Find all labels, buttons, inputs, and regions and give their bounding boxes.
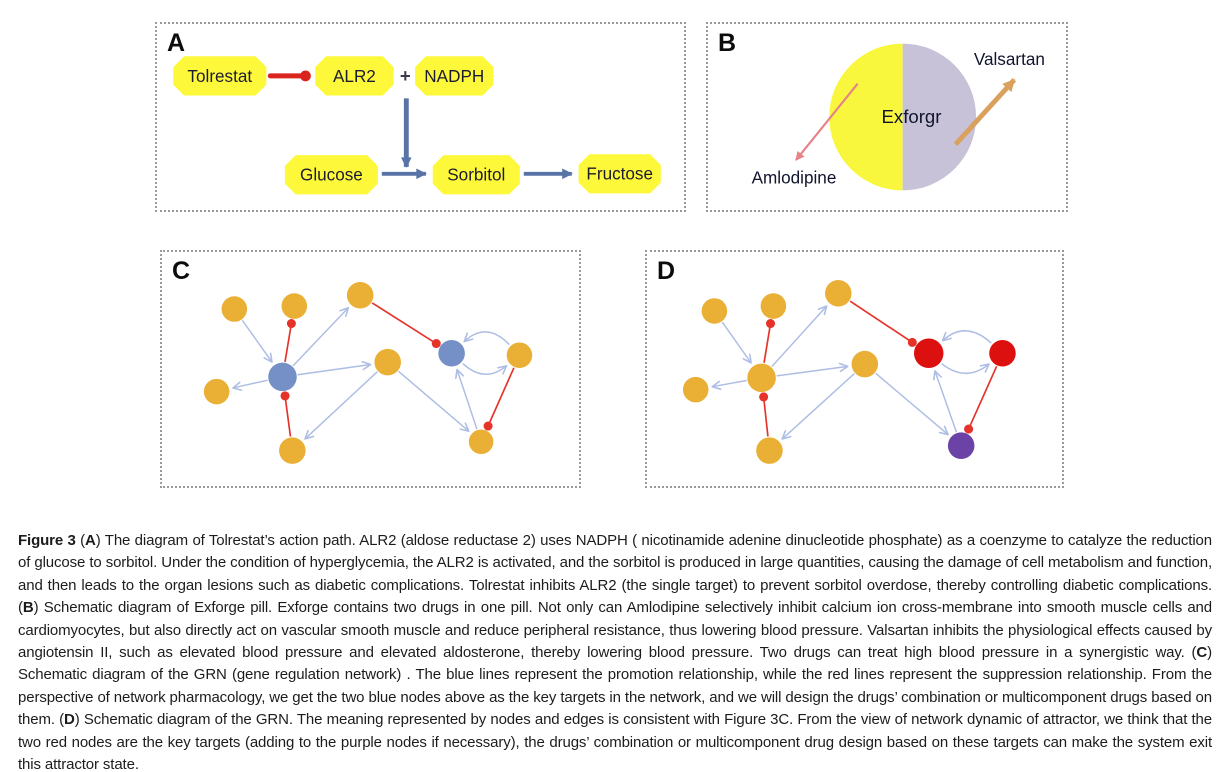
grn-edge-promote (305, 372, 377, 439)
grn-node-g10-purple (948, 432, 975, 459)
grn-edge-suppress (285, 324, 291, 362)
panel-c (160, 250, 581, 488)
grn-node-g3-orange (347, 282, 374, 309)
pathway-node-alr2-label: ALR2 (332, 65, 376, 86)
pathway-node-nadph-label: NADPH (424, 65, 485, 86)
grn-node-g1-orange (702, 298, 728, 324)
grn-node-g6-orange (374, 349, 401, 376)
suppression-dot (759, 392, 768, 401)
caption-segment: B (22, 599, 34, 617)
grn-edge-promote (463, 364, 507, 375)
suppression-dot (281, 391, 290, 400)
grn-edge-promote (712, 381, 746, 387)
panel-a (155, 22, 686, 212)
grn-attractor-diagram (647, 252, 1062, 486)
grn-node-hub-blue (268, 363, 297, 392)
panel-d-label: D (657, 257, 676, 285)
caption-segment: ) Schematic diagram of the GRN (gene regulation network) . The blue lines represent the promotion relationship, while the red lines represent the suppression relationship. From the perspective of network pharmacology, we get the two blue nodes above as the key targets in the network, and we will design the drugs’ combination or multicomponent drugs based on them. ( (18, 644, 1212, 729)
pathway-node-tolrestat-label: Tolrestat (187, 65, 253, 86)
grn-edge-suppress (969, 366, 997, 429)
caption-segment: ) Schematic diagram of the GRN. The meaning represented by nodes and edges is consistent with Figure 3C. From the view of network dynamic of attractor, we think that the two red nodes are the key targets (adding to the purple nodes if necessary), the drugs’ combination or multicomponent drug design based on these targets can make the system exit this attractor state. (18, 711, 1212, 772)
grn-node-hub-orange (747, 364, 776, 393)
grn-edge-promote (233, 380, 268, 388)
caption-segment: C (1196, 644, 1208, 662)
grn-edge-promote (782, 374, 854, 439)
grn-edge-promote (876, 373, 948, 434)
grn-node-g3-orange (825, 280, 852, 307)
grn-node-g8-blue (438, 340, 465, 367)
suppression-dot (287, 319, 296, 328)
inhibition-dot (300, 71, 311, 82)
caption-segment: D (64, 711, 75, 729)
figure-caption (18, 530, 1212, 772)
grn-edge-promote (298, 365, 371, 375)
suppression-dot (432, 339, 441, 348)
grn-edge-promote (942, 364, 989, 374)
grn-edge-suppress (764, 324, 770, 363)
tolrestat-pathway-diagram (157, 24, 684, 210)
valsartan-label: Valsartan (973, 49, 1045, 70)
grn-edge-suppress (372, 303, 436, 344)
grn-edge-promote (943, 331, 992, 343)
panel-d (645, 250, 1064, 488)
grn-edge-suppress (850, 301, 912, 342)
pathway-node-glucose-label: Glucose (300, 164, 363, 185)
pathway-node-sorbitol-label: Sorbitol (447, 164, 506, 185)
panel-a-label: A (167, 29, 186, 57)
caption-segment: ) The diagram of Tolrestat’s action path. ALR2 (aldose reductase 2) uses NADPH ( nicotinamide adenine dinucleotide phosphate) as a coenzyme to catalyze the reduction of glucose to sorbitol. Under the condition of hyperglycemia, the ALR2 is activated, and the sorbitol is produced in large quantities, causing the damage of cell metabolism and function, and then leads to the organ lesions such as diabetic complications. Tolrestat inhibits ALR2 (the single target) to prevent sorbitol overdose, thereby controlling diabetic complications. ( (18, 532, 1212, 617)
grn-edge-suppress (285, 396, 290, 437)
grn-node-g10-orange (469, 429, 494, 454)
exforge-pill-diagram (708, 24, 1066, 210)
caption-segment: Figure 3 (18, 532, 76, 549)
suppression-dot (964, 425, 973, 434)
grn-node-g9-orange (507, 342, 533, 368)
grn-edge-promote (935, 371, 957, 432)
grn-edge-suppress (488, 368, 514, 426)
pathway-node-fructose-label: Fructose (586, 163, 654, 184)
grn-node-g7-orange (279, 437, 306, 464)
amlodipine-label: Amlodipine (751, 167, 837, 188)
panel-b (706, 22, 1068, 212)
grn-node-g1-orange (222, 296, 248, 322)
grn-node-g9-red (989, 340, 1016, 367)
suppression-dot (766, 319, 775, 328)
panel-b-label: B (718, 29, 737, 57)
grn-node-g6-orange (852, 351, 879, 378)
grn-node-g5-orange (204, 379, 230, 405)
grn-edge-promote (457, 370, 477, 430)
caption-segment: A (85, 532, 96, 549)
grn-edge-promote (777, 366, 848, 375)
suppression-dot (484, 422, 493, 431)
grn-node-g8-red (914, 339, 943, 368)
grn-edge-promote (399, 371, 469, 431)
caption-segment: ( (75, 532, 86, 549)
grn-node-g5-orange (683, 377, 709, 403)
caption-segment: ) Schematic diagram of Exforge pill. Exforge contains two drugs in one pill. Not only can Amlodipine selectively inhibit calcium ion cross-membrane into smooth muscle cells and cardiomyocytes, but also directly act on vascular smooth muscle and reduce peripheral resistance, thus lowering blood pressure. Valsartan inhibits the physiological effects caused by angiotensin II, such as elevated blood pressure and elevated aldosterone, thereby lowering blood pressure. Two drugs can treat high blood pressure in a synergistic way. ( (18, 599, 1212, 662)
plus-sign: + (399, 64, 411, 86)
grn-node-g2-orange (761, 293, 787, 319)
grn-network-pharmacology-diagram (162, 252, 579, 486)
grn-node-g7-orange (756, 437, 783, 464)
pill-name-label: Exforgr (881, 105, 942, 127)
panel-c-label: C (172, 257, 191, 285)
grn-node-g2-orange (282, 293, 308, 319)
suppression-dot (908, 338, 917, 347)
grn-edge-promote (242, 320, 272, 362)
grn-edge-promote (722, 322, 751, 363)
grn-edge-promote (464, 332, 509, 345)
grn-edge-suppress (764, 397, 768, 437)
